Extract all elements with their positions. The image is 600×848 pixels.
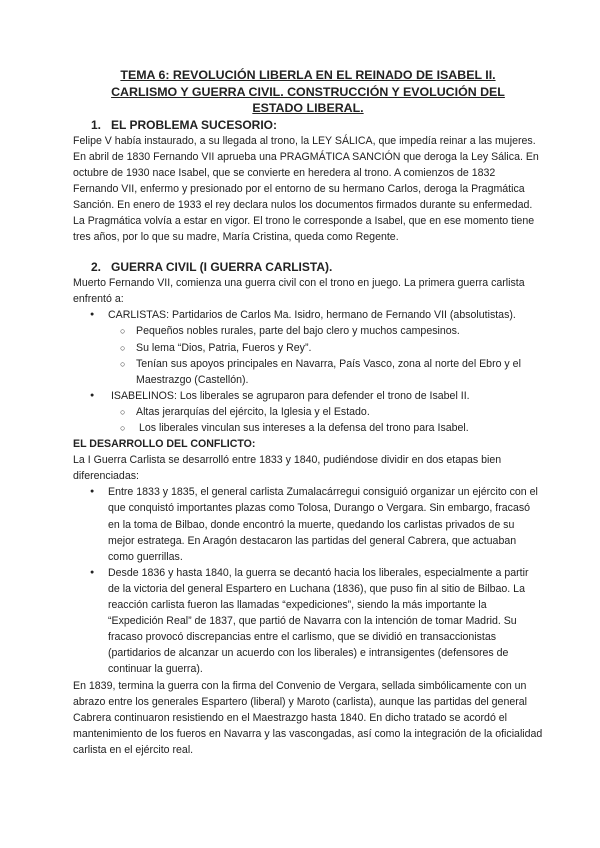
list-item bbox=[73, 307, 543, 387]
section-number: 1. bbox=[91, 117, 102, 132]
sub-list bbox=[108, 323, 543, 387]
faction-list bbox=[73, 307, 543, 436]
section-title: GUERRA CIVIL (I GUERRA CARLISTA). bbox=[111, 260, 333, 275]
section-2-intro: Muerto Fernando VII, comienza una guerra civil con el trono en juego. La primera guerra carlista enfrentó a: bbox=[73, 277, 525, 306]
title-line: CARLISMO Y GUERRA CIVIL. CONSTRUCCIÓN Y EVOLUCIÓN DEL bbox=[111, 84, 505, 99]
sub-list-item: ○ Altas jerarquías del ejército, la Iglesia y el Estado. bbox=[73, 404, 543, 420]
sub-list-item: ○ Tenían sus apoyos principales en Navarra, País Vasco, zona al norte del Ebro y el Maestrazgo (Castellón). bbox=[73, 356, 543, 388]
sub-list-item: ○ Los liberales vinculan sus intereses a la defensa del trono para Isabel. bbox=[73, 420, 543, 436]
section-2-heading bbox=[91, 260, 543, 275]
section-1-heading bbox=[91, 118, 543, 133]
list-item: ● Entre 1833 y 1835, el general carlista Zumalacárregui consiguió organizar un ejército con el que conquistó importantes plazas como Tolosa, Durango o Vergara. Sin embargo, fracasó en la toma de Bilbao, donde encontró la muerte, quedando los carlistas privados de su mejor estratega. En Aragón destacaron las partidas del general Cabrera, que actuaban como guerrillas. bbox=[73, 484, 543, 564]
conflict-closing-paragraph: En 1839, termina la guerra con la firma del Convenio de Vergara, sellada simbólicamente con un abrazo entre los generales Espartero (liberal) y Maroto (carlista), aunque las partidas del general Cabrera continuaron resistiendo en el Maestrazgo hasta 1840. En dicho tratado se acordó el mantenimiento de los fueros en Navarra y las vascongadas, así como la integración de la oficialidad carlista en el ejército real. bbox=[73, 679, 543, 756]
section-number: 2. bbox=[91, 260, 102, 275]
title-line: TEMA 6: REVOLUCIÓN LIBERLA EN EL REINADO DE ISABEL II. bbox=[120, 68, 496, 82]
document-title bbox=[73, 67, 543, 117]
list-item: ● Desde 1836 y hasta 1840, la guerra se decantó hacia los liberales, especialmente a partir de la victoria del general Espartero en Luchana (1836), que puso fin al sitio de Bilbao. La reacción carlista fueron las llamadas “expediciones”, siendo la más importante la “Expedición Real” de 1837, que partió de Navarra con la intención de tomar Madrid. Su fracaso provocó discrepancias entre el carlismo, que se dividió en transaccionistas (partidarios de alcanzar un acuerdo con los liberales) e intransigentes (defensores de continuar la guerra). bbox=[73, 565, 543, 678]
list-item bbox=[73, 388, 543, 436]
list-item-text: ISABELINOS: Los liberales se agruparon para defender el trono de Isabel II. bbox=[108, 389, 470, 402]
conflict-heading: EL DESARROLLO DEL CONFLICTO: bbox=[73, 438, 256, 451]
sub-list bbox=[108, 404, 543, 436]
list-item-text: CARLISTAS: Partidarios de Carlos Ma. Isidro, hermano de Fernando VII (absolutistas). bbox=[108, 309, 516, 322]
conflict-intro: La I Guerra Carlista se desarrolló entre 1833 y 1840, pudiéndose dividir en dos etapas bien diferenciadas: bbox=[73, 454, 502, 483]
title-line: ESTADO LIBERAL. bbox=[252, 101, 364, 115]
sub-list-item: ○ Su lema “Dios, Patria, Fueros y Rey”. bbox=[73, 340, 543, 356]
stages-list bbox=[73, 484, 543, 677]
section-title: EL PROBLEMA SUCESORIO: bbox=[111, 117, 278, 132]
sub-list-item: ○ Pequeños nobles rurales, parte del bajo clero y muchos campesinos. bbox=[73, 323, 543, 339]
document-content bbox=[73, 67, 543, 758]
section-1-paragraph: Felipe V había instaurado, a su llegada al trono, la LEY SÁLICA, que impedía reinar a las mujeres. En abril de 1830 Fernando VII aprueba una PRAGMÁTICA SANCIÓN que deroga la Ley Sálica. En octubre de 1930 nace Isabel, que se convierte en heredera al trono. A comienzos de 1832 Fernando VII, enfermo y presionado por el entorno de su hermano Carlos, deroga la Pragmática Sanción. En enero de 1933 el rey declara nulos los documentos firmados durante su enfermedad. La Pragmática volvía a estar en vigor. El trono le corresponde a Isabel, que en ese momento tiene tres años, por lo que su madre, María Cristina, queda como Regente. bbox=[73, 134, 539, 244]
